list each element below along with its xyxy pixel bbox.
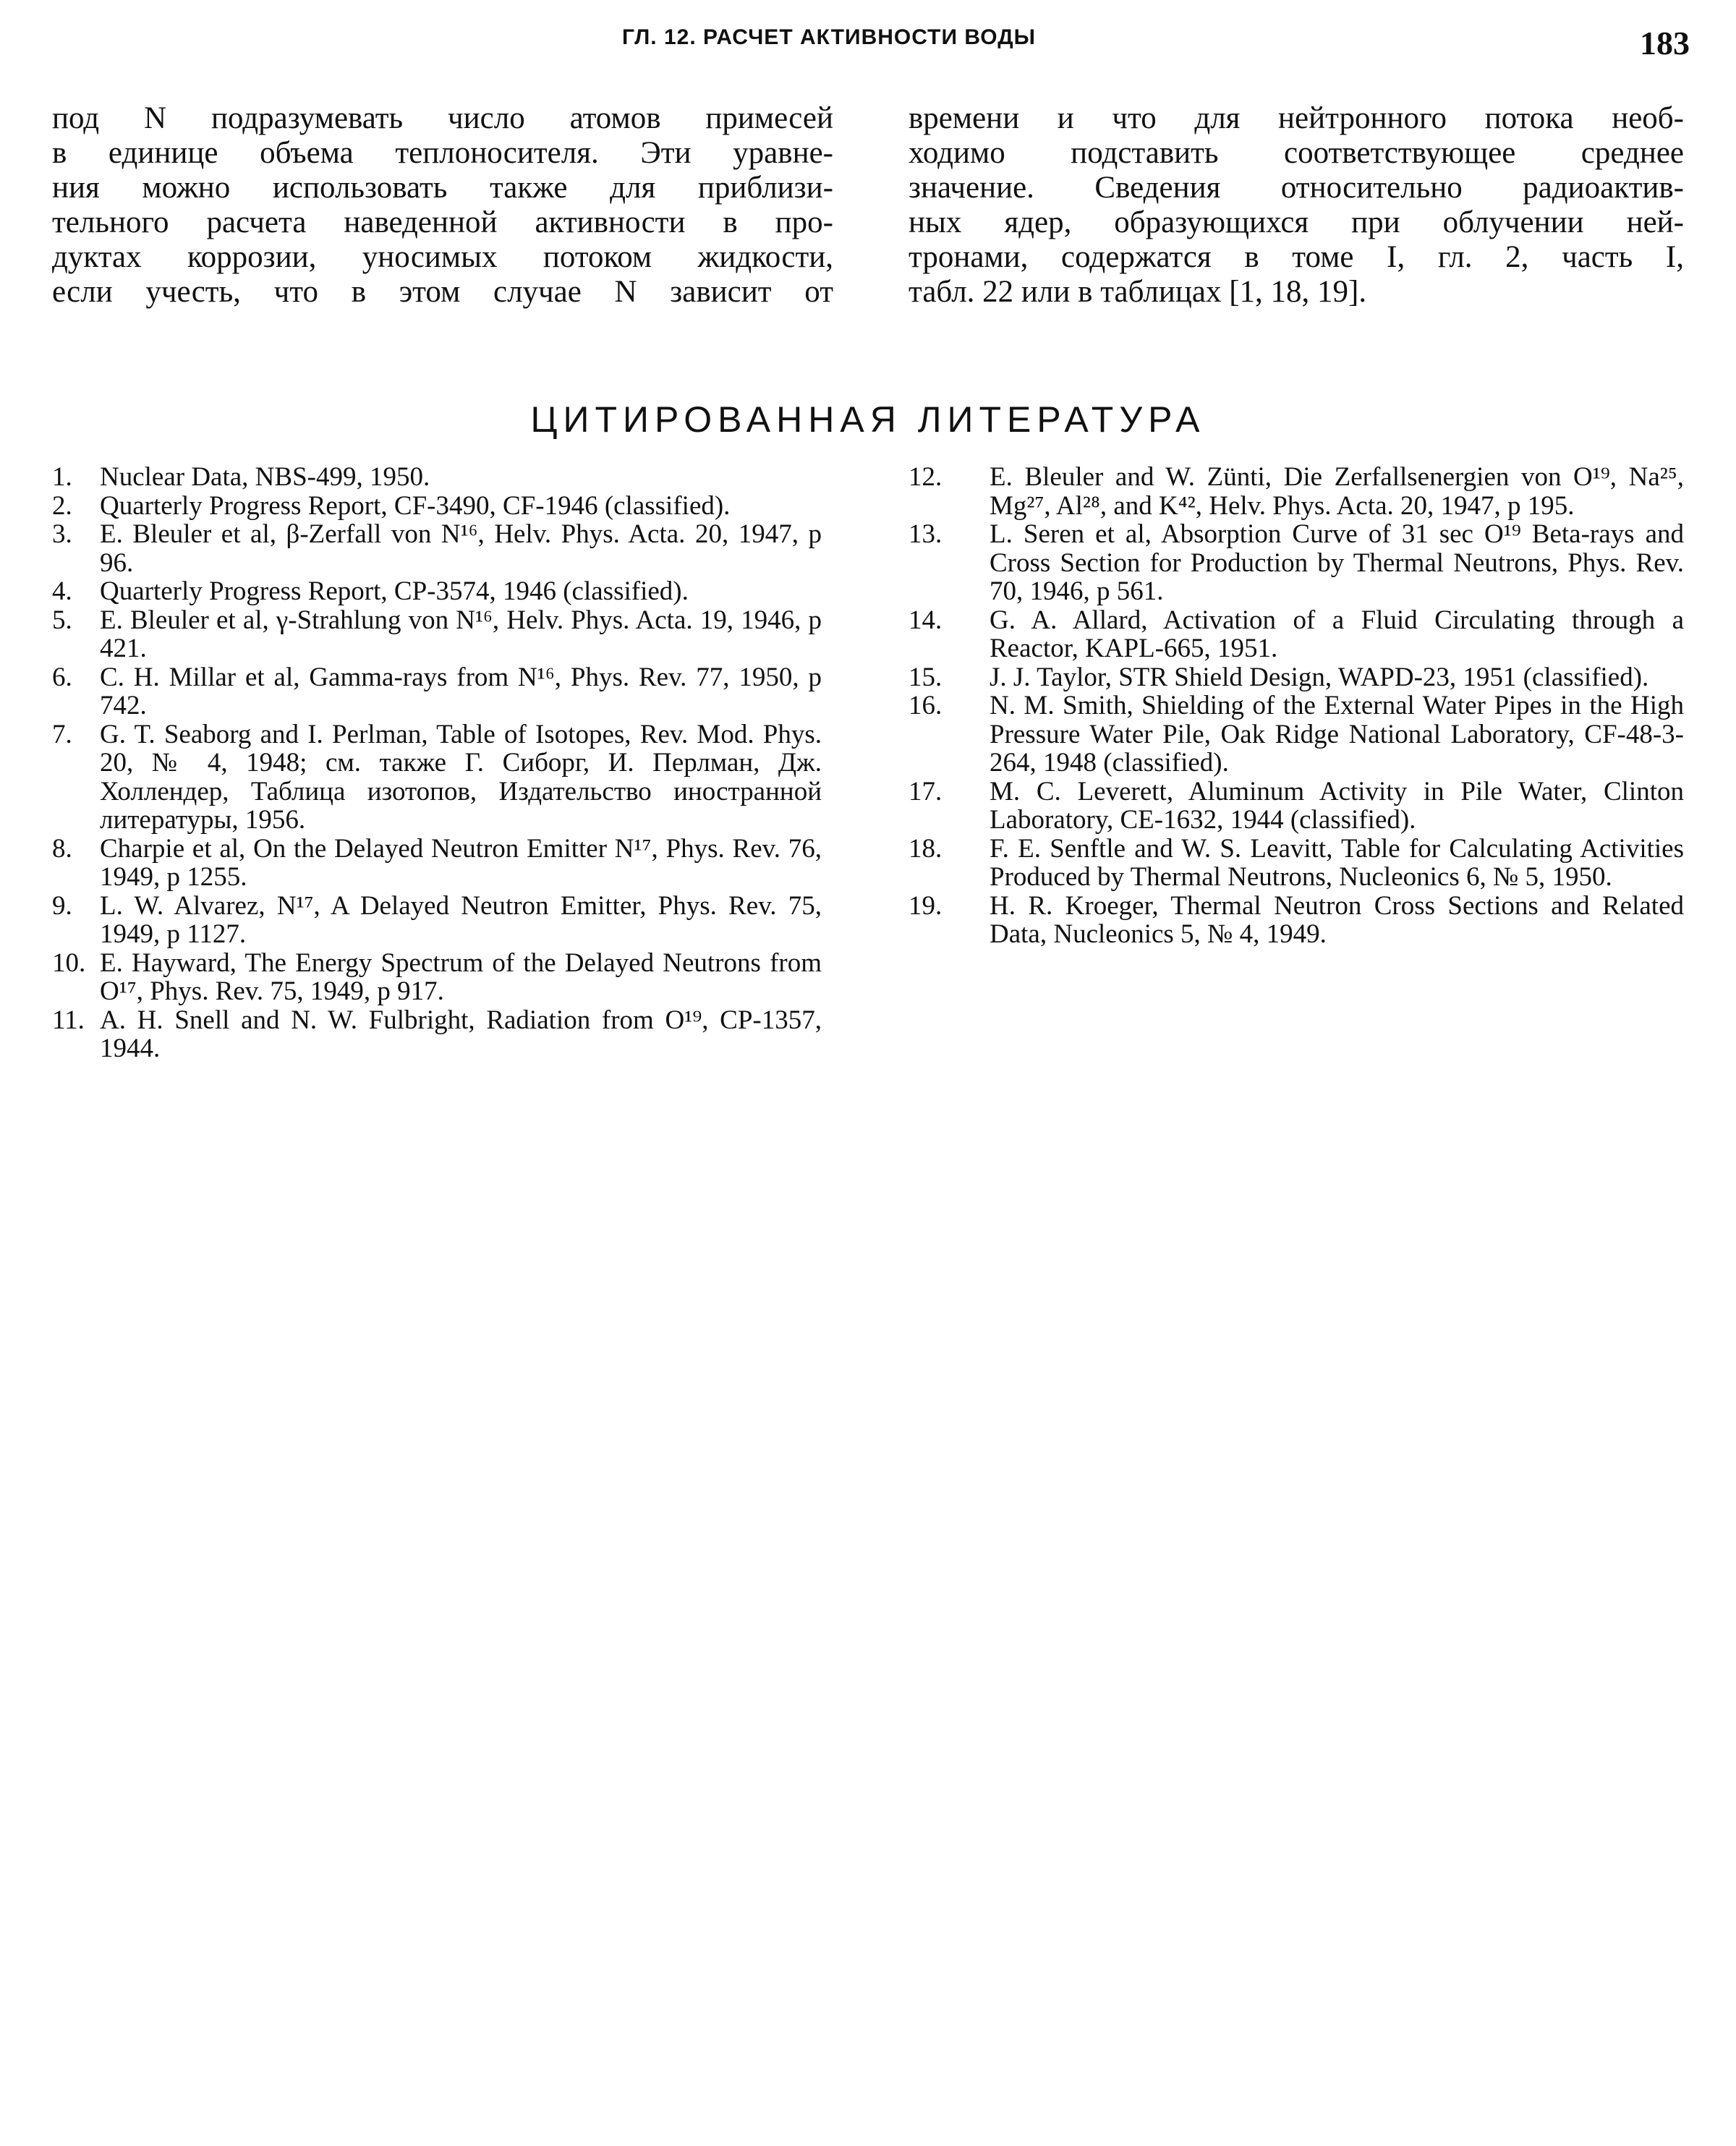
reference-text: E. Bleuler et al, β-Zerfall von N¹⁶, Helv. Phys. Acta. 20, 1947, p 96. [100, 519, 822, 578]
reference-number: 14. [909, 605, 943, 635]
reference-number: 6. [52, 662, 72, 692]
reference-item [52, 577, 822, 606]
chapter-title: ГЛ. 12. РАСЧЕТ АКТИВНОСТИ ВОДЫ [622, 25, 1036, 49]
reference-number: 12. [909, 462, 943, 492]
reference-number: 19. [909, 890, 943, 921]
reference-text: G. T. Seaborg and I. Perlman, Table of Isotopes, Rev. Mod. Phys. 20, № 4, 1948; см. также Г. Сиборг, И. Перлман, Дж. Холлендер, Таблица изотопов, Издательство иностранной литературы, 1956. [100, 719, 822, 835]
references-heading: ЦИТИРОВАННАЯ ЛИТЕРАТУРА [530, 399, 1206, 440]
body-text-right-column [909, 101, 1684, 310]
reference-number: 5. [52, 605, 72, 635]
reference-text: M. C. Leverett, Aluminum Activity in Pile Water, Clinton Laboratory, CE-1632, 1944 (classified). [990, 776, 1684, 835]
body-line: если учесть, что в этом случае N зависит от [52, 275, 833, 309]
body-line: тельного расчета наведенной активности в про- [52, 205, 833, 239]
reference-number: 15. [909, 662, 943, 692]
reference-item [52, 892, 822, 949]
body-line: времени и что для нейтронного потока необ- [909, 101, 1684, 135]
reference-number: 16. [909, 691, 943, 720]
reference-item [52, 606, 822, 663]
reference-number: 11. [52, 1005, 85, 1035]
reference-text: A. H. Snell and N. W. Fulbright, Radiation from O¹⁹, CP-1357, 1944. [100, 1005, 822, 1063]
body-line: в единице объема теплоносителя. Эти уравне- [52, 136, 833, 170]
references-list-left [52, 463, 822, 1063]
reference-number: 10. [52, 948, 86, 978]
reference-text: J. J. Taylor, STR Shield Design, WAPD-23, 1951 (classified). [990, 662, 1649, 692]
body-line: ния можно использовать также для приблизи- [52, 171, 833, 205]
reference-text: N. M. Smith, Shielding of the External Water Pipes in the High Pressure Water Pile, Oak Ridge National Laboratory, CF-48-3-264, 1948 (classified). [990, 691, 1684, 778]
reference-text: Nuclear Data, NBS-499, 1950. [100, 462, 430, 492]
reference-item [52, 720, 822, 835]
reference-number: 18. [909, 833, 943, 864]
reference-item [52, 520, 822, 577]
body-line: под N подразумевать число атомов примесей [52, 101, 833, 135]
reference-item [52, 492, 822, 521]
reference-item [52, 663, 822, 720]
reference-item [909, 691, 1684, 778]
body-line: табл. 22 или в таблицах [1, 18, 19]. [909, 275, 1367, 309]
reference-text: H. R. Kroeger, Thermal Neutron Cross Sections and Related Data, Nucleonics 5, № 4, 1949. [990, 890, 1684, 949]
body-text-left-column [52, 101, 833, 310]
reference-text: E. Bleuler and W. Zünti, Die Zerfallsenergien von O¹⁹, Na²⁵, Mg²⁷, Al²⁸, and K⁴², Helv. Phys. Acta. 20, 1947, p 195. [990, 462, 1684, 521]
page-number: 183 [1640, 25, 1690, 61]
body-line: дуктах коррозии, уносимых потоком жидкости, [52, 240, 833, 274]
body-line: ных ядер, образующихся при облучении ней- [909, 205, 1684, 239]
reference-text: E. Hayward, The Energy Spectrum of the Delayed Neutrons from O¹⁷, Phys. Rev. 75, 1949, p 917. [100, 948, 822, 1006]
body-line: значение. Сведения относительно радиоактив- [909, 171, 1684, 205]
reference-item [909, 463, 1684, 520]
reference-text: L. W. Alvarez, N¹⁷, A Delayed Neutron Emitter, Phys. Rev. 75, 1949, p 1127. [100, 890, 822, 949]
reference-text: Charpie et al, On the Delayed Neutron Emitter N¹⁷, Phys. Rev. 76, 1949, p 1255. [100, 833, 822, 892]
body-line: тронами, содержатся в томе I, гл. 2, часть I, [909, 240, 1684, 274]
reference-item [52, 463, 822, 492]
reference-item [909, 835, 1684, 892]
references-list-right [909, 463, 1684, 949]
reference-number: 4. [52, 576, 72, 606]
body-line: ходимо подставить соответствующее среднее [909, 136, 1684, 170]
reference-number: 1. [52, 462, 72, 492]
reference-item [52, 1006, 822, 1063]
running-head [0, 22, 1736, 65]
reference-number: 13. [909, 519, 943, 549]
reference-item [52, 949, 822, 1006]
reference-number: 9. [52, 890, 72, 921]
reference-item [909, 778, 1684, 835]
reference-item [909, 892, 1684, 949]
reference-item [909, 520, 1684, 606]
reference-number: 8. [52, 833, 72, 864]
reference-item [909, 606, 1684, 663]
reference-text: Quarterly Progress Report, CP-3574, 1946 (classified). [100, 576, 689, 606]
reference-text: E. Bleuler et al, γ-Strahlung von N¹⁶, Helv. Phys. Acta. 19, 1946, p 421. [100, 605, 822, 663]
reference-number: 3. [52, 519, 72, 549]
reference-item [909, 663, 1684, 692]
reference-text: F. E. Senftle and W. S. Leavitt, Table for Calculating Activities Produced by Thermal Neutrons, Nucleonics 6, № 5, 1950. [990, 833, 1684, 892]
reference-text: G. A. Allard, Activation of a Fluid Circulating through a Reactor, KAPL-665, 1951. [990, 605, 1684, 663]
reference-text: Quarterly Progress Report, CF-3490, CF-1946 (classified). [100, 490, 731, 521]
reference-number: 7. [52, 719, 72, 749]
reference-number: 17. [909, 776, 943, 806]
reference-number: 2. [52, 490, 72, 521]
reference-item [52, 835, 822, 892]
reference-text: L. Seren et al, Absorption Curve of 31 sec O¹⁹ Beta-rays and Cross Section for Production by Thermal Neutrons, Phys. Rev. 70, 1946, p 561. [990, 519, 1684, 606]
reference-text: C. H. Millar et al, Gamma-rays from N¹⁶, Phys. Rev. 77, 1950, p 742. [100, 662, 822, 720]
